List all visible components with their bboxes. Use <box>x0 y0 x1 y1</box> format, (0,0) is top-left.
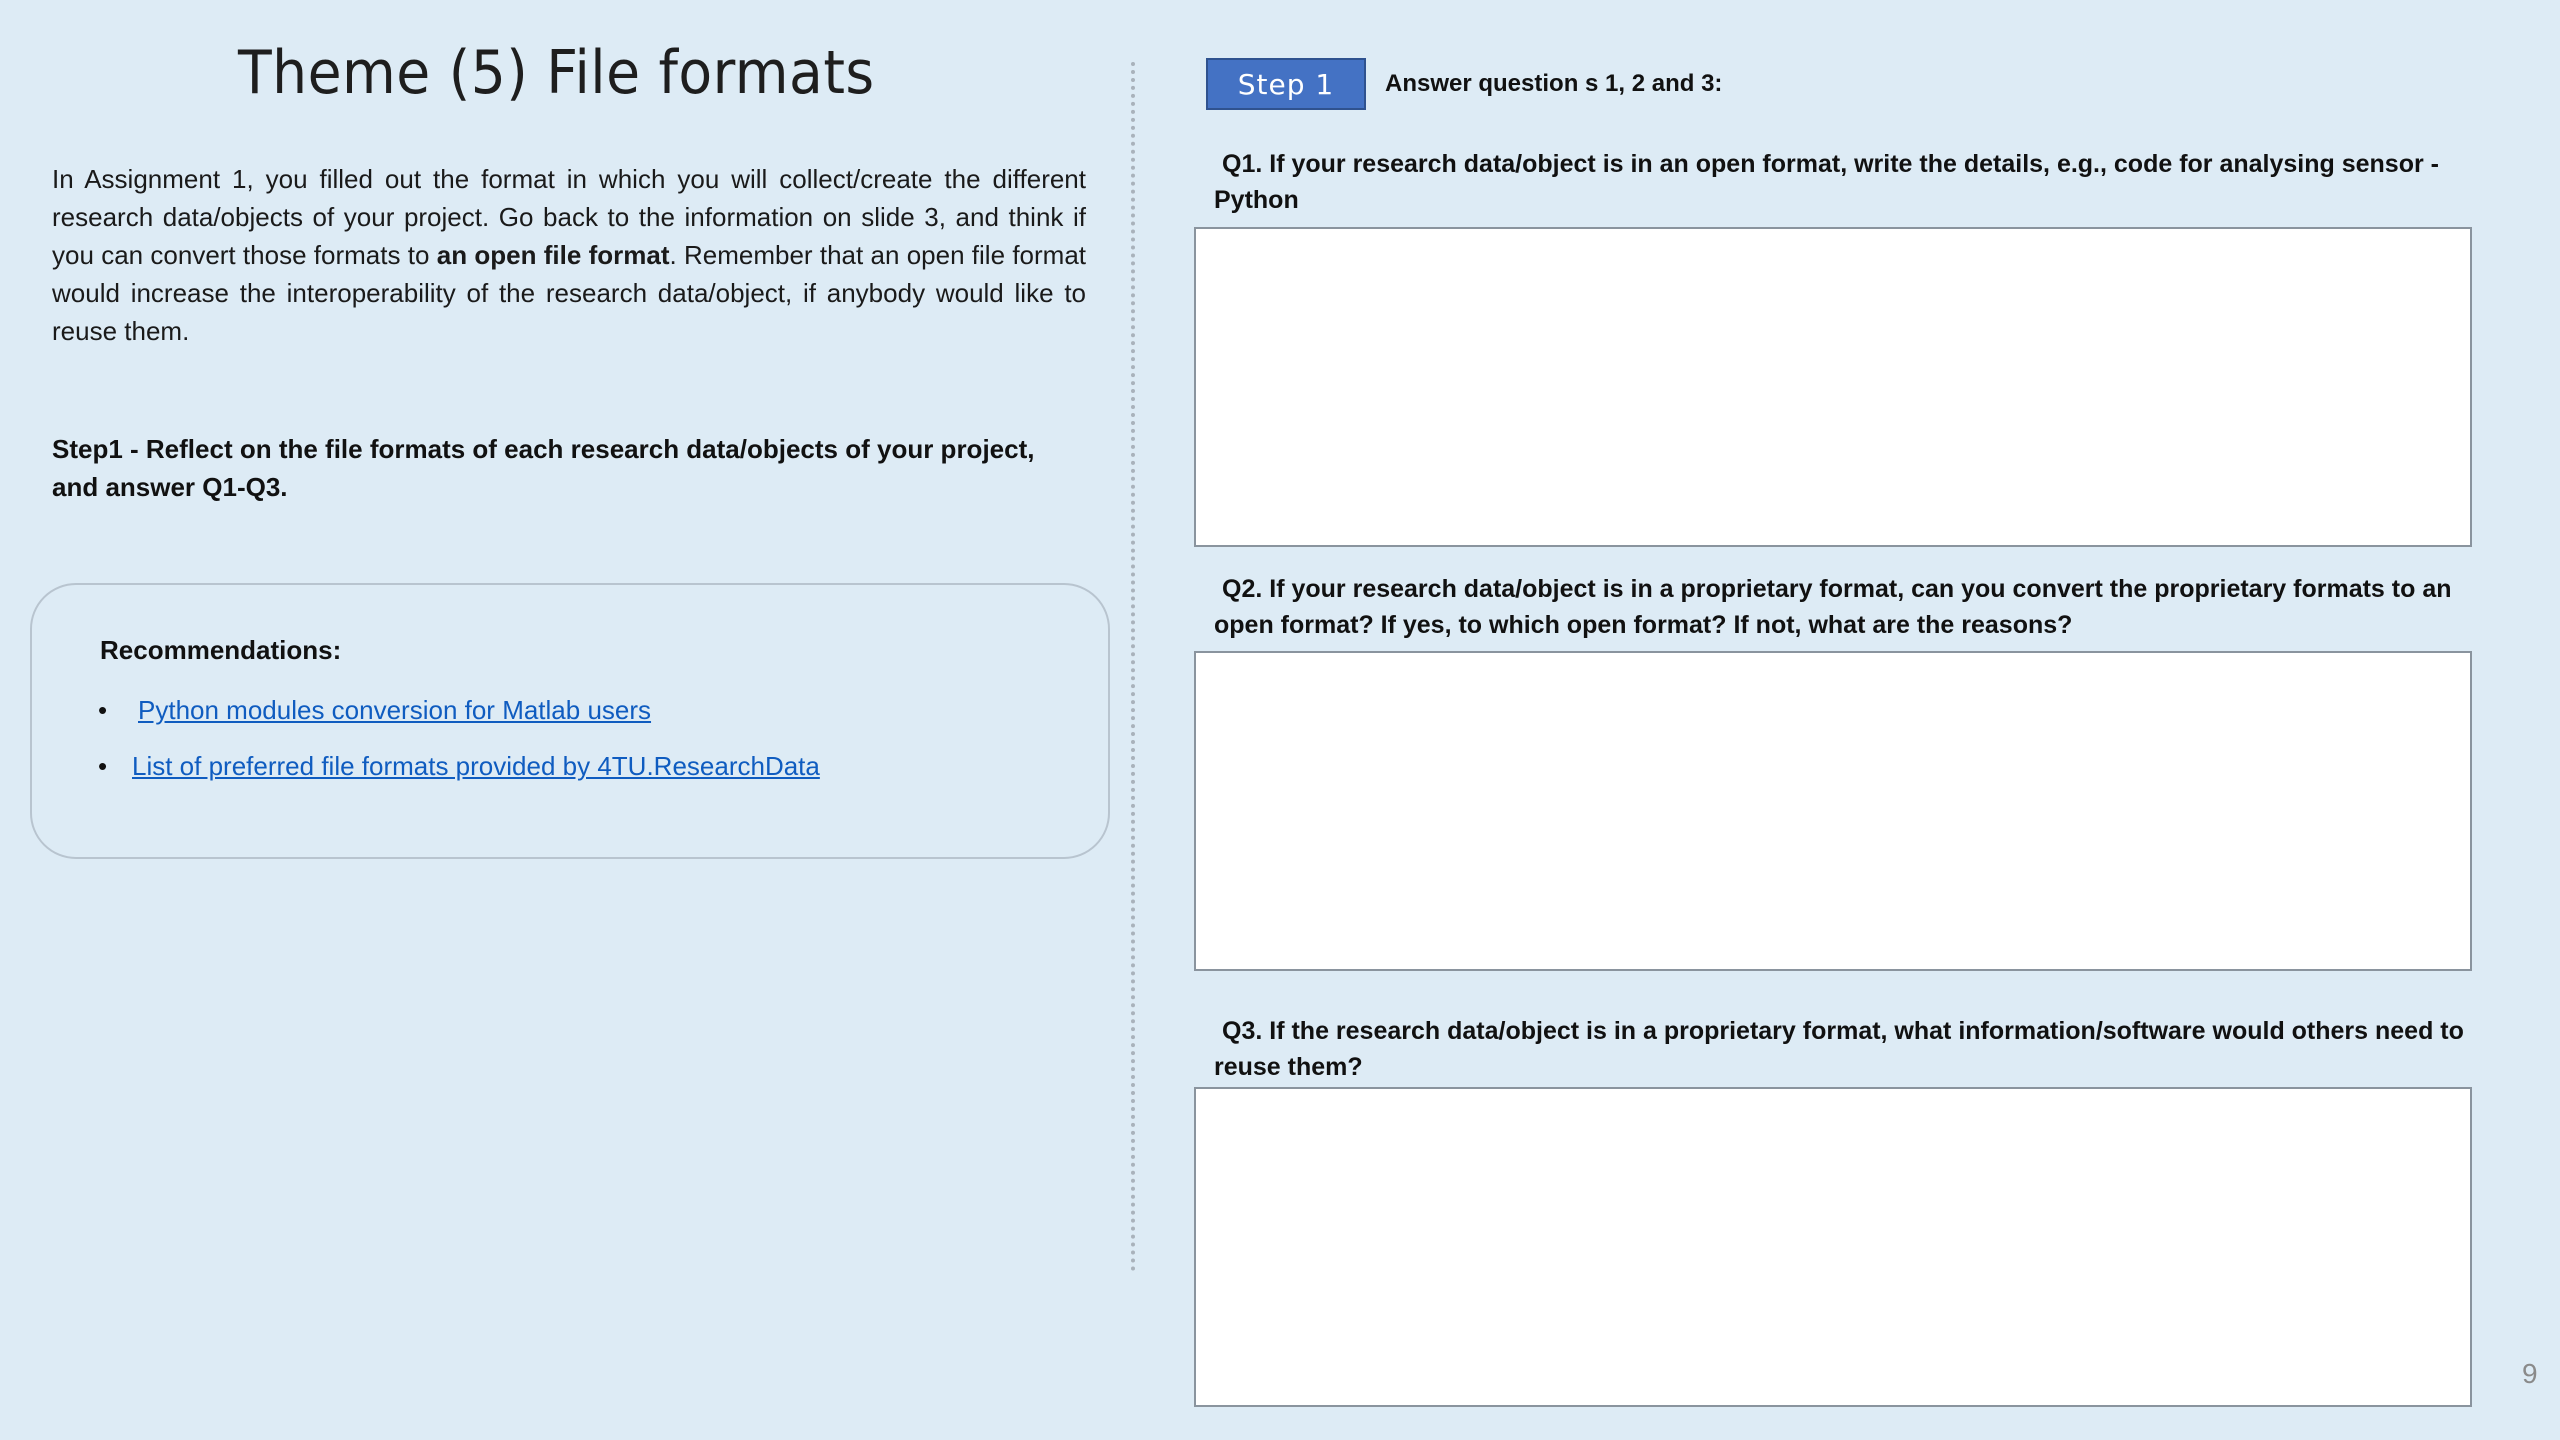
question-3-answer-input[interactable] <box>1194 1087 2472 1407</box>
intro-text-after: . Remember that an open file format would increase the interoperability of the research data/object, if anybody would like to reuse them. <box>52 240 1087 346</box>
question-2-text: If your research data/object is in a proprietary format, can you convert the proprietary formats to an open format? If yes, to which open format? If not, what are the reasons? <box>1214 575 2452 639</box>
page-number: 9 <box>2522 1358 2538 1389</box>
recommendations-list <box>98 691 820 803</box>
preferred-formats-link[interactable]: List of preferred file formats provided by 4TU.ResearchData <box>132 751 820 781</box>
list-item <box>98 747 820 785</box>
dotted-divider <box>1131 62 1135 1272</box>
question-2-answer-input[interactable] <box>1194 651 2472 971</box>
slide-title: Theme (5) File formats <box>238 38 875 108</box>
question-2-label <box>1214 571 2464 643</box>
question-2-number: Q2. <box>1222 575 1263 603</box>
question-1-label <box>1214 146 2464 218</box>
question-3-text: If the research data/object is in a proprietary format, what information/software would others need to reuse them? <box>1214 1017 2464 1081</box>
step-1-button[interactable]: Step 1 <box>1206 58 1366 110</box>
recommendations-box <box>30 583 1110 859</box>
question-1-number: Q1. <box>1222 150 1263 178</box>
question-1-answer-input[interactable] <box>1194 227 2472 547</box>
question-3-number: Q3. <box>1222 1017 1263 1045</box>
question-1-text: If your research data/object is in an open format, write the details, e.g., code for analysing sensor - Python <box>1214 150 2439 214</box>
recommendations-title: Recommendations: <box>100 635 342 665</box>
list-item <box>98 691 820 729</box>
intro-paragraph <box>52 160 1086 350</box>
bullet-icon: • <box>98 695 108 725</box>
bullet-icon: • <box>98 751 108 781</box>
python-conversion-link[interactable]: Python modules conversion for Matlab users <box>138 695 652 725</box>
intro-bold-text: an open file format <box>436 240 670 270</box>
step1-instruction: Step1 - Reflect on the file formats of each research data/objects of your project, and answer Q1-Q3. <box>52 434 1035 502</box>
intro-text-before: In Assignment 1, you filled out the format in which you will collect/create the different research data/objects of your project. Go back to the information on slide 3, and think if you can convert those formats to <box>52 164 1086 270</box>
step-instruction: Answer question s 1, 2 and 3: <box>1385 70 1723 97</box>
question-3-label <box>1214 1013 2464 1085</box>
